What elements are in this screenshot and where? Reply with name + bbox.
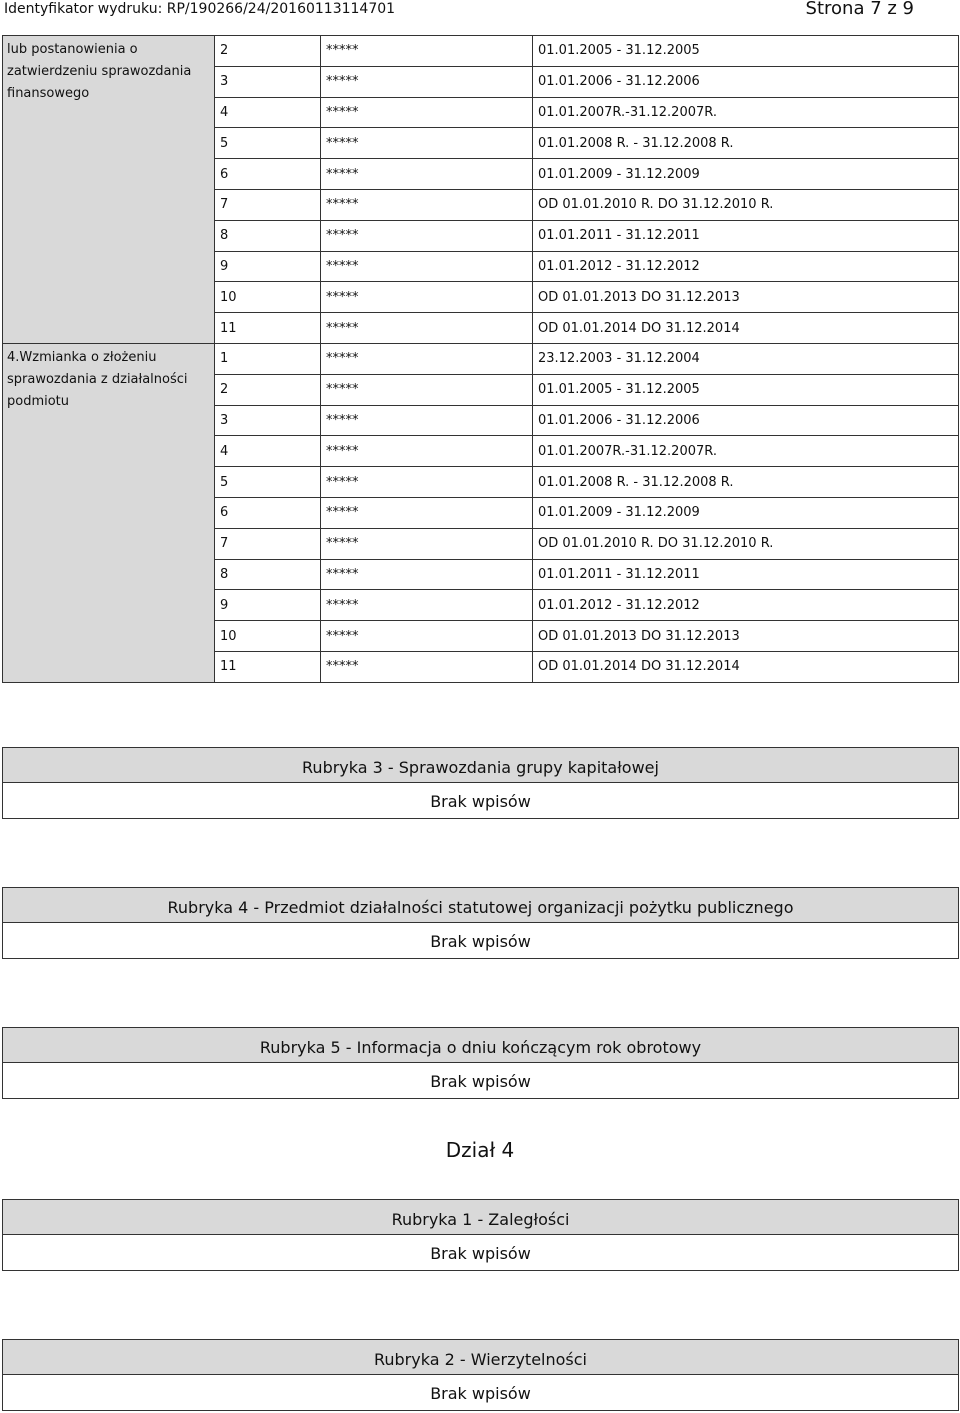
masked-value: *****: [321, 559, 533, 590]
rubryka-5-body: Brak wpisów: [430, 1072, 531, 1091]
dzial-4-heading: Dział 4: [445, 1138, 515, 1162]
masked-value: *****: [321, 159, 533, 190]
row-number: 11: [215, 651, 321, 682]
rubryka-3-title: Rubryka 3 - Sprawozdania grupy kapitałowej: [3, 748, 958, 783]
section-label: 4.Wzmianka o złożeniu sprawozdania z działalności podmiotu: [3, 343, 215, 682]
rubryka-4-title: Rubryka 4 - Przedmiot działalności statutowej organizacji pożytku publicznego: [3, 888, 958, 923]
period-cell: 01.01.2008 R. - 31.12.2008 R.: [533, 128, 959, 159]
rubryka-5-section: [2, 1027, 959, 1099]
period-cell: 01.01.2007R.-31.12.2007R.: [533, 97, 959, 128]
row-number: 5: [215, 128, 321, 159]
masked-value: *****: [321, 66, 533, 97]
period-cell: 01.01.2009 - 31.12.2009: [533, 159, 959, 190]
dzial-4-rubryka-1-section: [2, 1199, 959, 1271]
masked-value: *****: [321, 528, 533, 559]
masked-value: *****: [321, 621, 533, 652]
period-cell: 01.01.2011 - 31.12.2011: [533, 220, 959, 251]
masked-value: *****: [321, 220, 533, 251]
row-number: 8: [215, 220, 321, 251]
row-number: 5: [215, 467, 321, 498]
rubryka-5-title: Rubryka 5 - Informacja o dniu kończącym rok obrotowy: [3, 1028, 958, 1063]
masked-value: *****: [321, 497, 533, 528]
period-cell: OD 01.01.2013 DO 31.12.2013: [533, 621, 959, 652]
period-cell: 01.01.2006 - 31.12.2006: [533, 66, 959, 97]
masked-value: *****: [321, 36, 533, 67]
period-cell: 01.01.2009 - 31.12.2009: [533, 497, 959, 528]
masked-value: *****: [321, 651, 533, 682]
period-cell: 01.01.2012 - 31.12.2012: [533, 590, 959, 621]
rubryka-4-body: Brak wpisów: [430, 932, 531, 951]
period-cell: 01.01.2008 R. - 31.12.2008 R.: [533, 467, 959, 498]
dzial-4-rubryka-2-body: Brak wpisów: [430, 1384, 531, 1403]
period-cell: 01.01.2012 - 31.12.2012: [533, 251, 959, 282]
period-cell: 01.01.2005 - 31.12.2005: [533, 374, 959, 405]
masked-value: *****: [321, 251, 533, 282]
row-number: 11: [215, 313, 321, 344]
masked-value: *****: [321, 467, 533, 498]
row-number: 4: [215, 97, 321, 128]
period-cell: 01.01.2005 - 31.12.2005: [533, 36, 959, 67]
dzial-4-rubryka-2-title: Rubryka 2 - Wierzytelności: [3, 1340, 958, 1375]
table-row: [3, 343, 959, 374]
masked-value: *****: [321, 343, 533, 374]
period-cell: 23.12.2003 - 31.12.2004: [533, 343, 959, 374]
period-cell: 01.01.2011 - 31.12.2011: [533, 559, 959, 590]
rubryka-3-section: [2, 747, 959, 819]
row-number: 7: [215, 189, 321, 220]
dzial-4-rubryka-2-section: [2, 1339, 959, 1411]
period-cell: 01.01.2006 - 31.12.2006: [533, 405, 959, 436]
row-number: 3: [215, 66, 321, 97]
row-number: 8: [215, 559, 321, 590]
row-number: 9: [215, 590, 321, 621]
period-cell: 01.01.2007R.-31.12.2007R.: [533, 436, 959, 467]
masked-value: *****: [321, 189, 533, 220]
masked-value: *****: [321, 97, 533, 128]
dzial-4-rubryka-1-body: Brak wpisów: [430, 1244, 531, 1263]
reports-table: [2, 35, 959, 683]
print-header: [0, 0, 960, 22]
row-number: 10: [215, 621, 321, 652]
row-number: 6: [215, 159, 321, 190]
masked-value: *****: [321, 313, 533, 344]
masked-value: *****: [321, 436, 533, 467]
row-number: 1: [215, 343, 321, 374]
period-cell: OD 01.01.2010 R. DO 31.12.2010 R.: [533, 189, 959, 220]
masked-value: *****: [321, 374, 533, 405]
masked-value: *****: [321, 590, 533, 621]
row-number: 10: [215, 282, 321, 313]
table-row: [3, 36, 959, 67]
masked-value: *****: [321, 128, 533, 159]
rubryka-3-body: Brak wpisów: [430, 792, 531, 811]
row-number: 6: [215, 497, 321, 528]
print-identifier: Identyfikator wydruku: RP/190266/24/20160113114701: [4, 1, 396, 17]
dzial-4-rubryka-1-title: Rubryka 1 - Zaległości: [3, 1200, 958, 1235]
rubryka-4-section: [2, 887, 959, 959]
masked-value: *****: [321, 405, 533, 436]
period-cell: OD 01.01.2010 R. DO 31.12.2010 R.: [533, 528, 959, 559]
page-number: Strona 7 z 9: [805, 0, 914, 19]
row-number: 2: [215, 36, 321, 67]
period-cell: OD 01.01.2014 DO 31.12.2014: [533, 313, 959, 344]
masked-value: *****: [321, 282, 533, 313]
row-number: 3: [215, 405, 321, 436]
period-cell: OD 01.01.2014 DO 31.12.2014: [533, 651, 959, 682]
row-number: 9: [215, 251, 321, 282]
section-label: lub postanowienia o zatwierdzeniu sprawozdania finansowego: [3, 36, 215, 344]
row-number: 7: [215, 528, 321, 559]
row-number: 2: [215, 374, 321, 405]
period-cell: OD 01.01.2013 DO 31.12.2013: [533, 282, 959, 313]
row-number: 4: [215, 436, 321, 467]
